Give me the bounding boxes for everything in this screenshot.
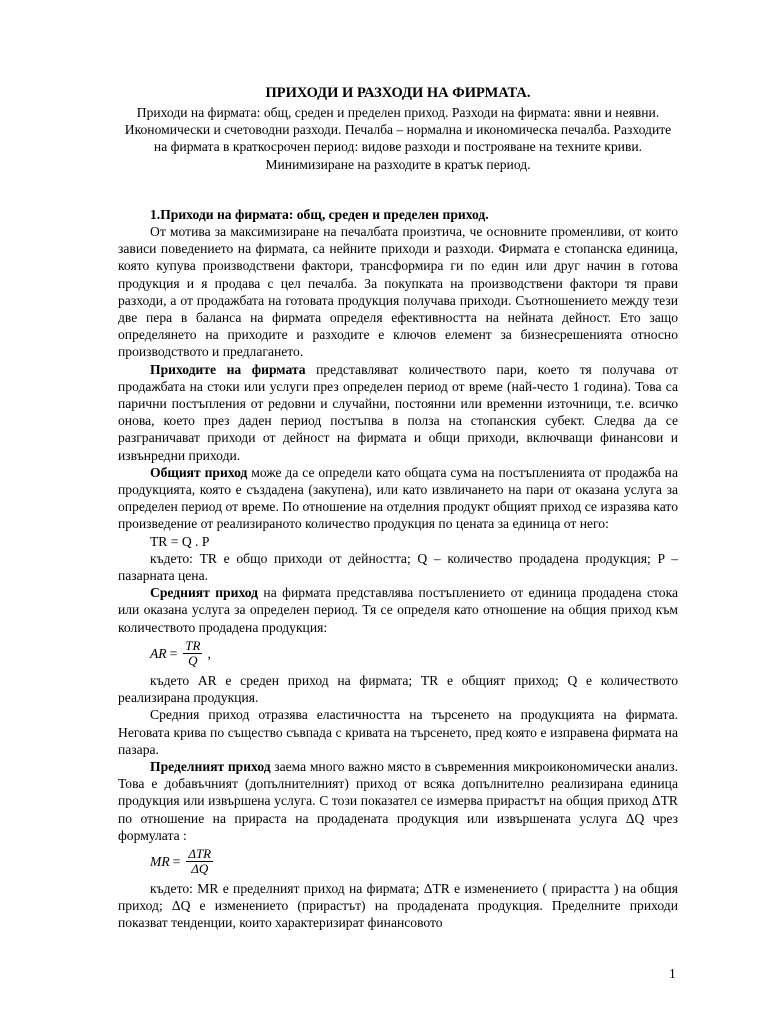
- paragraph-ar-elasticity: Средния приход отразява еластичността на търсенето на продукцията на фирмата. Неговата крива по същество съвпада с кривата на търсенето, пред която е изправена фирмата на пазара.: [118, 707, 678, 757]
- document-subtitle: Приходи на фирмата: общ, среден и пределен приход. Разходи на фирмата: явни и неявни. Икономически и счетоводни разходи. Печалба – нормална и икономическа печалба. Разходите на фирмата в краткосрочен период: видове разходи и построяване на техните криви. Минимизиране на разходите в кратък период.: [124, 105, 672, 172]
- page-number: 1: [669, 966, 676, 981]
- section-heading: 1.Приходи на фирмата: общ, среден и пределен приход.: [150, 206, 489, 222]
- formula-mr-numerator: ΔTR: [188, 846, 212, 862]
- formula-tr: TR = Q . P: [150, 533, 210, 549]
- term-marginal-revenue: Пределният приход: [150, 758, 271, 774]
- paragraph-revenue: [118, 361, 678, 464]
- document-page: [118, 84, 678, 932]
- paragraph-average-revenue-text: на фирмата представлява постъплението от единица продадена стока или оказана услуга за определен период. Тя се определя като отношение на общия приход към количеството продадена продукция:: [118, 585, 678, 635]
- paragraph-average-revenue: [118, 584, 678, 636]
- paragraph-intro: От мотива за максимизиране на печалбата произтича, че основните променливи, от които зависи поведението на фирмата, са нейните приходи и разходи. Фирмата е стопанска единица, която купува производствени фактори, трансформира ги по един или друг начин в готова продукция и я продава с цел печалба. За покупката на производствени фактори тя прави разходи, а от продажбата на готовата продукция получава приходи. Съотношението между тези две пера в баланса на фирмата определя ефективността на нейната дейност. Ето защо определянето на приходите и разходите е ключов елемент за бизнесрешенията относно производството и предлагането.: [118, 224, 678, 360]
- paragraph-ar-legend: където AR е среден приход на фирмата; TR е общият приход; Q е количеството реализирана продукция.: [118, 672, 678, 706]
- formula-mr-fraction: [186, 847, 213, 876]
- paragraph-marginal-revenue-text: заема много важно място в съвременния микроикономически анализ. Това е добавъчният (допълнителният) приход от всяка допълнително реализирана единица продукция или извършена услуга. С този показател се измерва прирастът на общия приход ΔTR по отношение на прираста на продадената продукция или извършената услуга ΔQ чрез формулата :: [118, 758, 678, 843]
- paragraph-total-revenue: [118, 464, 678, 533]
- formula-mr-lhs: MR: [150, 854, 170, 870]
- paragraph-marginal-revenue: [118, 758, 678, 844]
- term-total-revenue: Общият приход: [150, 464, 248, 480]
- formula-ar-lhs: AR: [150, 646, 167, 662]
- paragraph-revenue-text: представляват количеството пари, което тя получава от продажбата на стоки или услуги през определен период от време (най-често 1 година). Това са парични постъпления от редовни и случайни, постоянни или временни източници, т.е. всичко онова, което през даден период постъпва в полза на стопанския субект. Следва да се разграничават приходи от дейност на фирмата и общи приходи, включващи финансови и извънредни приходи.: [118, 361, 678, 463]
- formula-ar-denominator: Q: [188, 653, 198, 669]
- formula-mr-equals: =: [172, 854, 181, 870]
- paragraph-mr-legend: където: MR е пределният приход на фирмата; ΔTR е изменението ( прирастта ) на общия приход; ΔQ е изменението (прирастът) на продадената продукция. Пределните приходи показват тенденции, които характеризират финансовото: [118, 880, 678, 931]
- paragraph-tr-legend: където: TR е общо приходи от дейността; Q – количество продадена продукция; P – пазарната цена.: [118, 550, 678, 584]
- paragraph-total-revenue-text: може да се определи като общата сума на постъпленията от продажба на продукцията, която е създадена (закупена), или като извличането на пари от оказана услуга за определен период от време. По отношение на отделния продукт общият приход се изразява като произведение от реализираното количество продукция по цената за единица от него:: [118, 464, 678, 532]
- formula-ar-equals: =: [169, 646, 178, 662]
- term-revenue: Приходите на фирмата: [150, 361, 306, 377]
- formula-ar-comma: ,: [207, 646, 211, 662]
- formula-mr: [118, 844, 678, 880]
- document-title: ПРИХОДИ И РАЗХОДИ НА ФИРМАТА.: [265, 85, 531, 101]
- formula-ar-numerator: TR: [185, 638, 201, 654]
- formula-ar: [118, 636, 678, 672]
- formula-ar-fraction: [183, 639, 202, 668]
- term-average-revenue: Средният приход: [150, 585, 259, 601]
- formula-mr-denominator: ΔQ: [191, 861, 209, 877]
